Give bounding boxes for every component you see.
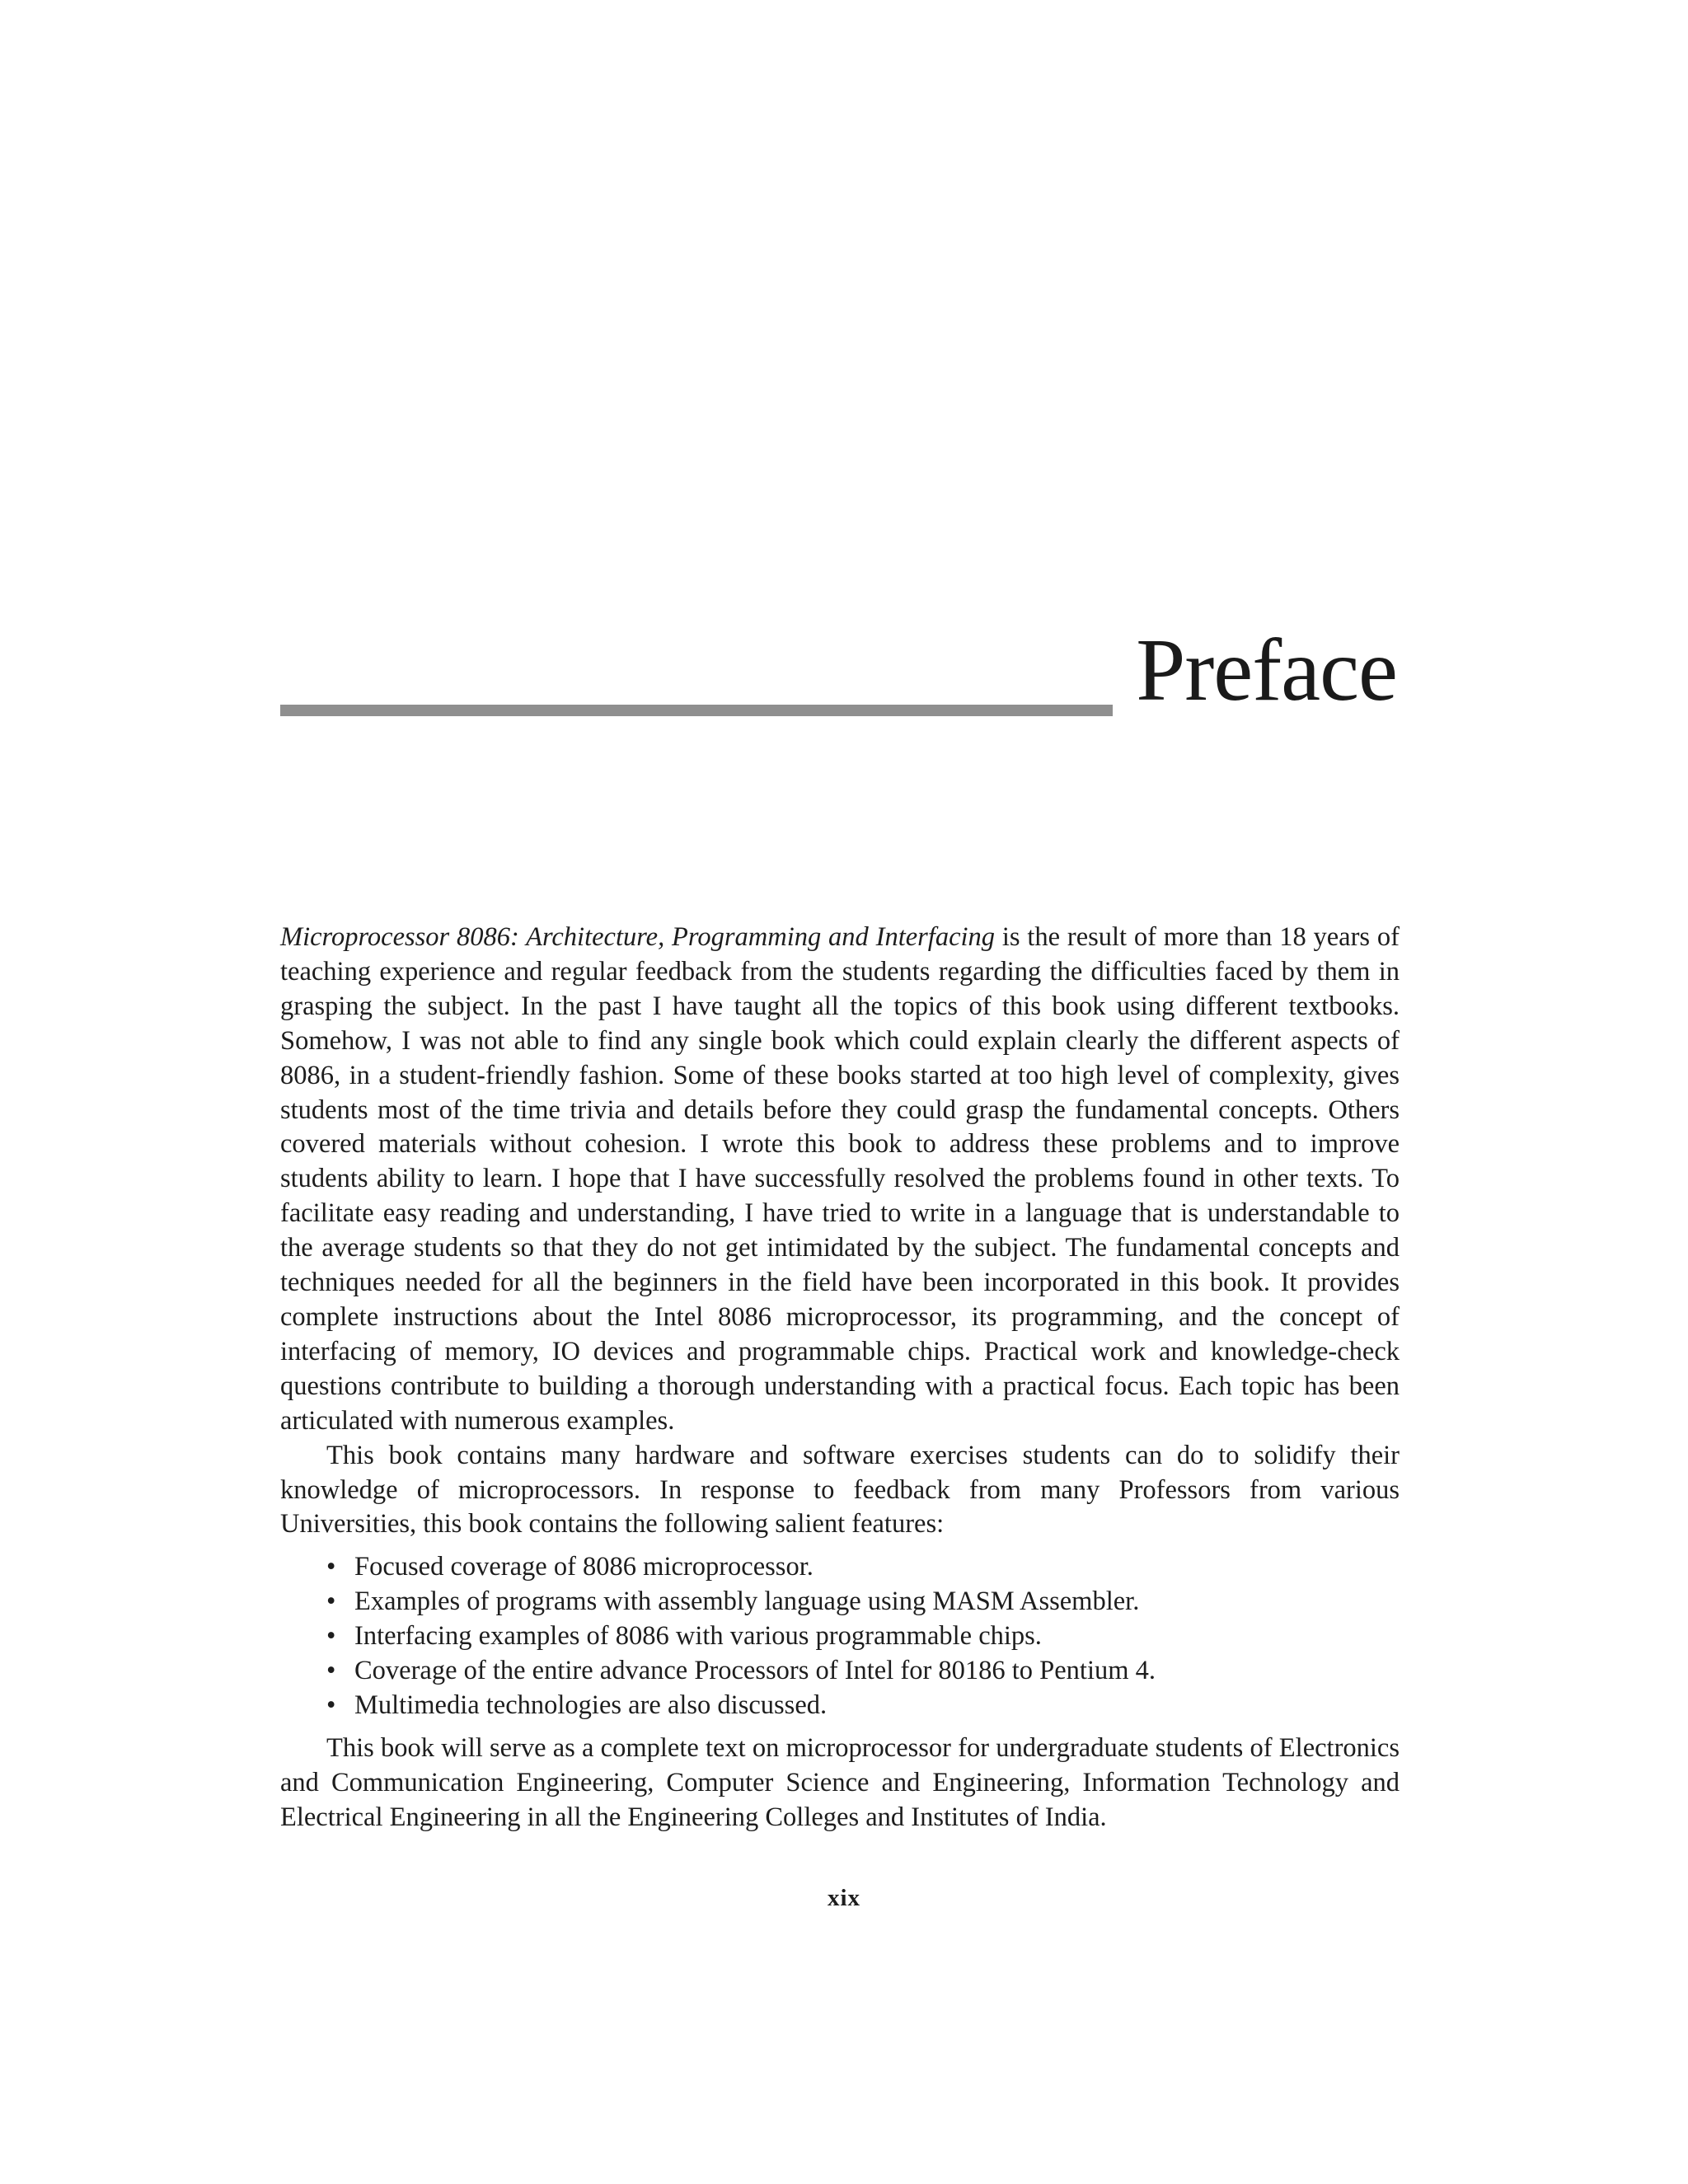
bullet-icon: • [326, 1656, 336, 1686]
bullet-icon: • [326, 1690, 336, 1720]
bullet-icon: • [326, 1621, 336, 1652]
list-item-text: Coverage of the entire advance Processors of Intel for 80186 to Pentium 4. [354, 1656, 1156, 1686]
list-item-text: Multimedia technologies are also discussed. [354, 1690, 828, 1720]
preface-body [280, 921, 1400, 1835]
bullet-icon: • [326, 1586, 336, 1617]
bullet-icon: • [326, 1552, 336, 1582]
chapter-heading [280, 621, 1397, 750]
intro-paragraph [280, 921, 1400, 1439]
page-number: xix [827, 1885, 861, 1911]
exercises-paragraph: This book contains many hardware and software exercises students can do to solidify their knowledge of microprocessors. In response to feedback from many Professors from various Universities, this book contains the following salient features: [280, 1440, 1400, 1540]
audience-paragraph: This book will serve as a complete text on microprocessor for undergraduate students of Electronics and Communication Engineering, Computer Science and Engineering, Information Technology and Electrical Engineering in all the Engineering Colleges and Institutes of India. [280, 1732, 1400, 1832]
page-title: Preface [1136, 621, 1397, 719]
list-item [326, 1654, 1400, 1689]
features-list [326, 1550, 1400, 1723]
list-item-text: Focused coverage of 8086 microprocessor. [354, 1552, 814, 1582]
list-item [326, 1550, 1400, 1585]
intro-text: is the result of more than 18 years of teaching experience and regular feedback from the students regarding the difficulties faced by them in grasping the subject. In the past I have taught all the topics of this book using different textbooks. Somehow, I was not able to find any single book which could explain clearly the different aspects of 8086, in a student-friendly fashion. Some of these books started at too high level of complexity, gives students most of the time trivia and details before they could grasp the fundamental concepts. Others covered materials without cohesion. I wrote this book to address these problems and to improve students ability to learn. I hope that I have successfully resolved the problems found in other texts. To facilitate easy reading and understanding, I have tried to write in a language that is understandable to the average students so that they do not get intimidated by the subject. The fundamental concepts and techniques needed for all the beginners in the field have been incorporated in this book. It provides complete instructions about the Intel 8086 microprocessor, its programming, and the concept of interfacing of memory, IO devices and programmable chips. Practical work and knowledge-check questions contribute to building a thorough understanding with a practical focus. Each topic has been articulated with numerous examples. [280, 922, 1400, 1436]
list-item [326, 1585, 1400, 1619]
list-item [326, 1689, 1400, 1723]
list-item [326, 1619, 1400, 1654]
heading-rule [280, 705, 1113, 716]
list-item-text: Interfacing examples of 8086 with various programmable chips. [354, 1621, 1042, 1652]
list-item-text: Examples of programs with assembly language using MASM Assembler. [354, 1586, 1140, 1617]
book-title: Microprocessor 8086: Architecture, Programming and Interfacing [280, 922, 996, 952]
